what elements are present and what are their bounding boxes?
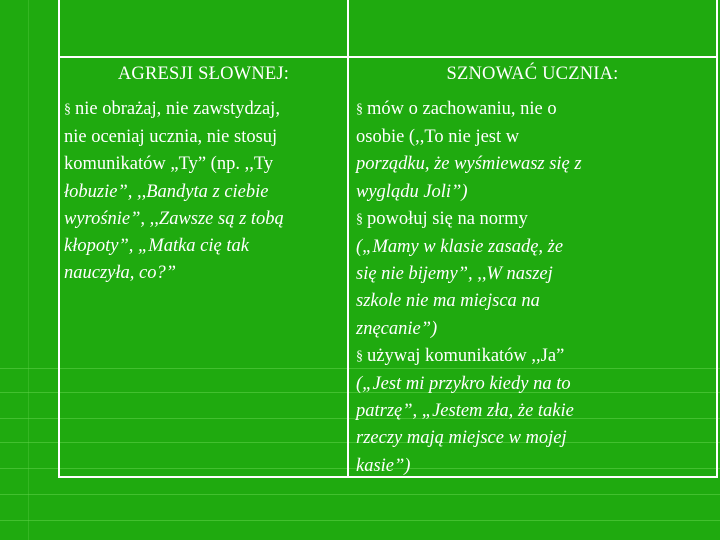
bullet-icon: § [356, 102, 363, 117]
italic-text: rzeczy mają miejsce w mojej [356, 428, 567, 449]
background-line [0, 494, 720, 495]
italic-text: łobuzie”, ,,Bandyta z ciebie [64, 181, 269, 202]
text-line-italic [356, 371, 684, 398]
bullet-icon: § [64, 102, 71, 117]
italic-text: znęcanie”) [356, 318, 438, 339]
text-line-italic [356, 261, 684, 288]
right-column-heading: SZNOWAĆ UCZNIA: [446, 64, 619, 84]
text-line: używaj komunikatów ,,Ja” [367, 345, 565, 366]
italic-text: się nie bijemy”, ,,W naszej [356, 264, 553, 285]
list-item [356, 96, 684, 124]
italic-text: porządku, że wyśmiewasz się z [356, 154, 582, 175]
left-column-heading: AGRESJI SŁOWNEJ: [117, 64, 290, 84]
italic-text: wyglądu Joli”) [356, 181, 468, 202]
text-line-italic [356, 425, 684, 452]
italic-text: nauczyła, co?” [64, 263, 177, 284]
text-line-italic [356, 316, 684, 343]
text-line: osobie (,,To nie jest w [356, 127, 520, 148]
list-item [64, 96, 349, 124]
text-line: powołuj się na normy [367, 208, 528, 229]
bullet-icon: § [356, 211, 363, 227]
text-line-italic [64, 206, 349, 233]
italic-text: („Mamy w klasie zasadę, że [356, 237, 564, 258]
background-line-vertical [28, 0, 29, 540]
text-line: mów o zachowaniu, nie o [367, 99, 557, 119]
list-item [356, 206, 684, 234]
text-line-italic [356, 151, 684, 178]
italic-text: kłopoty”, „Matka cię tak [64, 236, 249, 257]
table-header-rule [58, 56, 718, 58]
italic-text: szkole nie ma miejsca na [356, 291, 540, 312]
italic-text: („Jest mi przykro kiedy na to [356, 374, 571, 395]
text-line: nie obrażaj, nie zawstydzaj, [75, 99, 280, 119]
text-line-italic [356, 234, 684, 261]
background-line [0, 520, 720, 521]
text-line-italic [356, 453, 684, 480]
text-line-italic [356, 288, 684, 315]
italic-text: patrzę”, „Jestem zła, że takie [356, 401, 574, 422]
right-column-text [356, 96, 684, 480]
italic-text: kasie”) [356, 455, 411, 476]
text-line-italic [64, 233, 349, 260]
text-line-italic [64, 260, 349, 287]
left-column-text [64, 96, 349, 287]
text-line: komunikatów „Ty” (np. ,,Ty [64, 154, 274, 175]
text-line-italic [64, 179, 349, 206]
text-line-italic [356, 179, 684, 206]
text-line-italic [356, 398, 684, 425]
text-line: nie oceniaj ucznia, nie stosuj [64, 127, 278, 148]
italic-text: wyrośnie”, ,,Zawsze są z tobą [64, 208, 284, 229]
list-item [356, 343, 684, 371]
bullet-icon: § [356, 348, 363, 364]
